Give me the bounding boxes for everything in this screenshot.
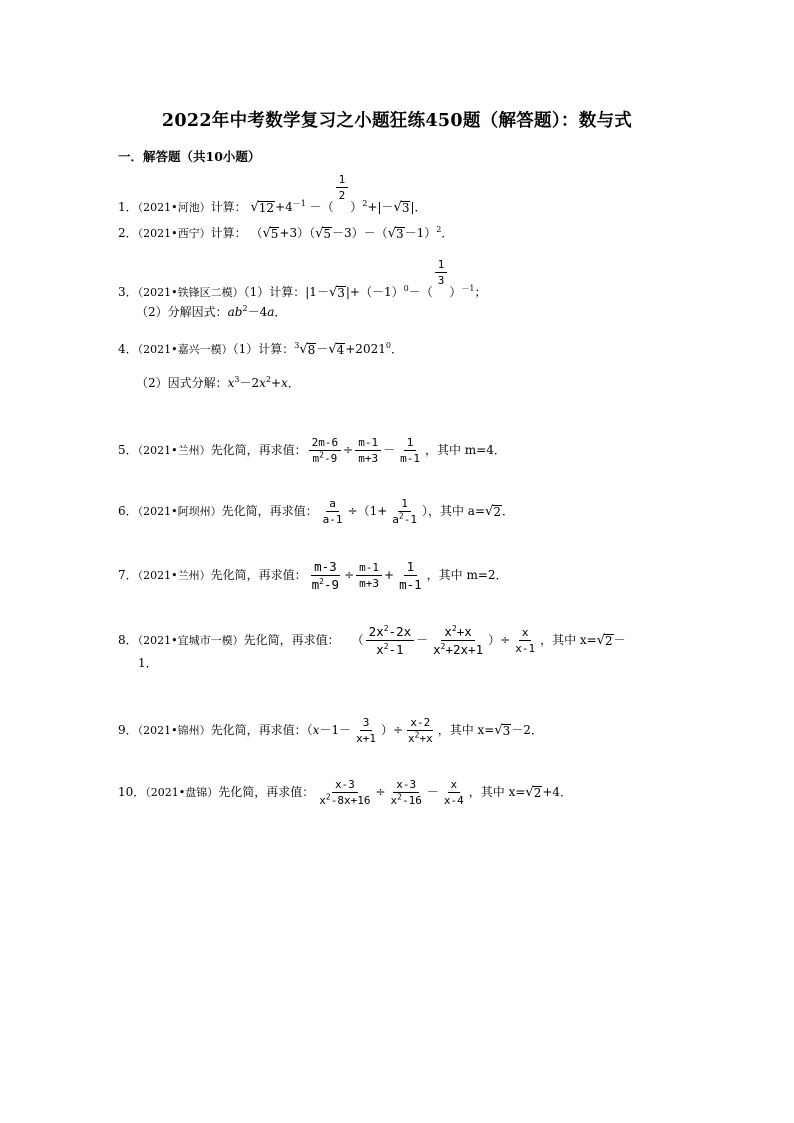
fraction: $\frac{1}{2}$ — [336, 173, 349, 202]
problem-8-continuation: 1． — [138, 656, 158, 670]
problem-6: 6．（2021•阿坝州）先化简，再求值： $\frac{a}{a-1}$ ÷（1+ $\frac{1}{a^2-1}$ ），其中 a= √ 2 ． — [118, 497, 514, 526]
sqrt-expression: √ 5 — [315, 226, 332, 241]
fraction: $\frac{a}{a-1}$ — [322, 497, 343, 526]
fraction: $\frac{m-1}{m+3}$ — [356, 561, 382, 590]
problem-number: 1． — [118, 200, 138, 214]
problem-source: （2021•盘锦） — [145, 786, 219, 799]
problem-task: 先化简，再求值： — [210, 568, 307, 582]
problem-8: 8．（2021•宜城市一模）先化简，再求值： （ $\frac{2x^2-2x}{x^2-1}$ － $\frac{x^2+x}{x^2+2x+1}$ ）÷ $\frac{x}{x-1}$ ，其中 x= √ 2 － — [118, 623, 626, 657]
problem-task: （1）计算： — [243, 285, 306, 299]
problem-2: 2．（2021•西宁）计算： （ √ 5 +3）（ √ 5 －3）－（ √ 3 －1）$^2$． — [118, 225, 454, 241]
problem-condition: ，其中 a= — [427, 504, 486, 518]
problem-condition: ，其中 m=4． — [424, 443, 506, 457]
section-heading: 一．解答题（共10小题） — [118, 149, 261, 164]
sqrt-expression: √ 4 — [328, 342, 345, 357]
fraction: $\frac{2m-6}{m^2-9}$ — [309, 436, 342, 465]
problem-1: 1．（2021•河池）计算： √ 12 $+4^{-1}$ －（ $\frac{1}{2}$ ）$^2$+|－ √ 3 |． — [118, 173, 427, 215]
problem-source: （2021•兰州） — [137, 444, 211, 457]
sqrt-expression: √ 3 — [494, 723, 511, 738]
problem-task: 先化简，再求值： — [210, 723, 307, 737]
sqrt-expression: √ 2 — [485, 504, 501, 519]
problem-number: 10． — [118, 785, 146, 799]
problem-task: 先化简，再求值： — [243, 633, 340, 647]
problem-5: 5．（2021•兰州）先化简，再求值： $\frac{2m-6}{m^2-9}$ ÷ $\frac{m-1}{m+3}$ － $\frac{1}{m-1}$ ，其中 m=4． — [118, 436, 506, 465]
sqrt-expression: √ 2 — [596, 633, 613, 648]
problem-source: （2021•宜城市一模） — [137, 634, 244, 647]
problem-task: 计算： — [210, 226, 247, 240]
problem-3: 3．（2021•铁锋区二模）（1）计算：|1－ √ 3 $|+(-1)^0-$（ $\frac{1}{3}$ ）$^{-1}$； — [118, 258, 487, 300]
fraction: $\frac{x}{x-1}$ — [515, 626, 536, 655]
fraction: $\frac{x-3}{x^2-16}$ — [390, 778, 422, 807]
problem-9: 9．（2021•锦州）先化简，再求值：（x－1－ $\frac{3}{x+1}$ ）÷ $\frac{x-2}{x^2+x}$ ，其中 x= √ 3 －2． — [118, 716, 543, 745]
fraction: $\frac{x-3}{x^2-8x+16}$ — [319, 778, 371, 807]
problem-source: （2021•嘉兴一模） — [137, 343, 233, 356]
problem-source: （2021•铁锋区二模） — [137, 286, 244, 299]
sqrt-expression: √ 3 — [328, 285, 345, 300]
problem-source: （2021•阿坝州） — [137, 505, 222, 518]
problem-source: （2021•河池） — [137, 201, 211, 214]
problem-source: （2021•锦州） — [137, 724, 211, 737]
fraction: $\frac{1}{3}$ — [435, 258, 448, 287]
sqrt-expression: √ 2 — [525, 785, 542, 800]
problem-number: 4． — [118, 342, 138, 356]
problem-3-part-2: （2）分解因式：$ab^2-4a$． — [136, 304, 287, 319]
problem-condition: ，其中 x= — [437, 723, 495, 737]
problem-10: 10．（2021•盘锦）先化简，再求值： $\frac{x-3}{x^2-8x+16}$ ÷ $\frac{x-3}{x^2-16}$ － $\frac{x}{x-4}$ ，其中 x= √ 2 +4． — [118, 778, 573, 807]
problem-task: （1）计算： — [232, 342, 295, 356]
fraction: $\frac{1}{m-1}$ — [400, 436, 420, 465]
fraction: $\frac{m-3}{m^2-9}$ — [311, 559, 340, 592]
fraction: $\frac{1}{m-1}$ — [399, 559, 422, 592]
problem-task: 先化简，再求值： — [210, 443, 307, 457]
fraction: $\frac{x-2}{x^2+x}$ — [408, 716, 433, 745]
problem-number: 6． — [118, 504, 138, 518]
problem-4: 4．（2021•嘉兴一模）（1）计算：$^3$ √ 8 － √ 4 $+2021^0$． — [118, 341, 403, 357]
problem-task: 先化简，再求值： — [221, 504, 318, 518]
problem-7: 7．（2021•兰州）先化简，再求值： $\frac{m-3}{m^2-9}$ ÷ $\frac{m-1}{m+3}$ + $\frac{1}{m-1}$ ，其中 m=2． — [118, 559, 508, 592]
problem-number: 5． — [118, 443, 138, 457]
problem-number: 2． — [118, 226, 138, 240]
sqrt-expression: √ 12 — [250, 200, 275, 215]
problem-number: 7． — [118, 568, 138, 582]
page-title: 2022年中考数学复习之小题狂练450题（解答题）：数与式 — [161, 111, 633, 131]
sqrt-expression: √ 3 — [387, 226, 404, 241]
sqrt-expression: √ 3 — [393, 200, 410, 215]
fraction: $\frac{2x^2-2x}{x^2-1}$ — [366, 624, 414, 657]
problem-number: 9． — [118, 723, 138, 737]
fraction: $\frac{1}{a^2-1}$ — [392, 497, 417, 526]
problem-source: （2021•西宁） — [137, 227, 211, 240]
problem-subtask: （2）分解因式： — [136, 305, 228, 319]
problem-number: 3． — [118, 285, 138, 299]
problem-subtask: （2）因式分解： — [136, 376, 228, 390]
problem-task: 先化简，再求值： — [218, 785, 315, 799]
problem-task: 计算： — [210, 200, 247, 214]
problem-condition: ，其中 m=2． — [426, 568, 508, 582]
problem-source: （2021•兰州） — [137, 569, 211, 582]
problem-number: 8． — [118, 633, 138, 647]
cube-root-expression: √ 8 — [299, 342, 316, 357]
problem-4-part-2: （2）因式分解：$x^3-2x^2+x$． — [136, 375, 300, 390]
fraction: $\frac{3}{x+1}$ — [356, 716, 376, 745]
fraction: $\frac{m-1}{m+3}$ — [355, 436, 381, 465]
fraction: $\frac{x}{x-4}$ — [443, 778, 464, 807]
problem-condition: ，其中 x= — [540, 633, 597, 647]
sqrt-expression: √ 5 — [262, 226, 279, 241]
fraction: $\frac{x^2+x}{x^2+2x+1}$ — [433, 623, 484, 657]
problem-condition: ，其中 x= — [468, 785, 526, 799]
